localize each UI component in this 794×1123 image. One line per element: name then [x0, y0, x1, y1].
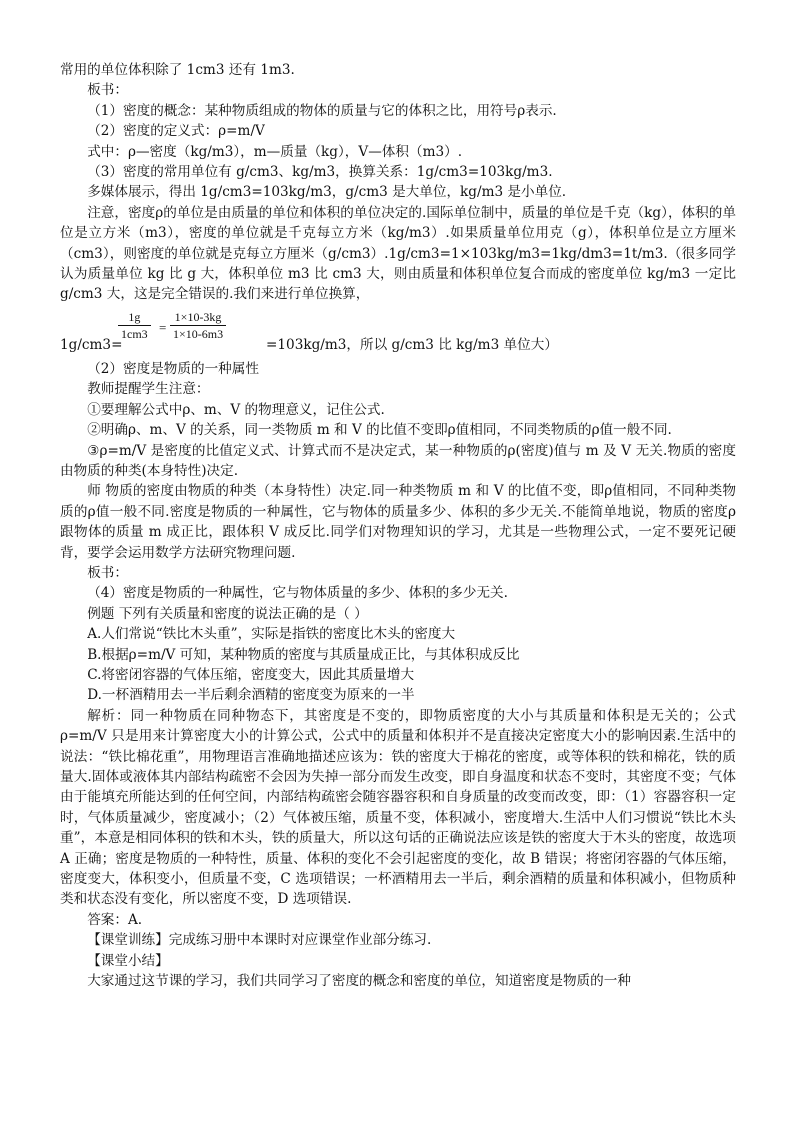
option-c: C.将密闭容器的气体压缩，密度变大，因此其质量增大 — [87, 666, 415, 683]
text-line: 【课堂训练】完成练习册中本课时对应课堂作业部分练习. — [87, 932, 432, 949]
formula-right: =103kg/m3，所以 g/cm3 比 kg/m3 单位大） — [266, 336, 558, 353]
text-line: 多媒体展示，得出 1g/cm3=103kg/m3，g/cm3 是大单位，kg/m3 是小单位. — [87, 184, 567, 201]
section-heading: 【课堂小结】 — [87, 952, 169, 969]
answer-line: 答案：A. — [87, 911, 143, 928]
analysis-paragraph: 解析：同一种物质在同种物态下，其密度是不变的，即物质密度的大小与其质量和体积是无关的；公式ρ=m/V 只是用来计算密度大小的计算公式，公式中的质量和体积并不是直接决定密度大小的影响因素.生活中的说法：“铁比棉花重”，用物理语言准确地描述应该为：铁的密度大于棉花的密度，或等体积的铁和棉花，铁的质量大.固体或液体其内部结构疏密不会因为失掉一部分而发生改变，即自身温度和状态不变时，其密度不变；气体由于能填充所能达到的任何空间，内部结构疏密会随容器容积和自身质量的改变而改变，即：（1）容器容积一定时，气体质量减少，密度减小；（2）气体被压缩，质量不变，体积减小，密度增大.生活中人们习惯说“铁比木头重”，本意是相同体积的铁和木头，铁的质量大，所以这句话的正确说法应该是铁的密度大于木头的密度，故选项 A 正确；密度是物质的一种特性，质量、体积的变化不会引起密度的变化，故 B 错误；将密闭容器的气体压缩，密度变大，体积变小，但质量不变，C 选项错误；一杯酒精用去一半后，剩余酒精的质量和体积减小，但物质种类和状态没有变化，所以密度不变，D 选项错误. — [60, 707, 736, 908]
fraction-1 — [118, 309, 151, 342]
formula-left: 1g/cm3= — [60, 336, 123, 353]
text-line: 板书： — [87, 82, 128, 99]
paragraph: ③ρ=m/V 是密度的比值定义式、计算式而不是决定式，某一种物质的ρ(密度)值与 m 及 V 无关.物质的密度由物质的种类(本身特性)决定. — [60, 442, 736, 479]
text-line: 板书： — [87, 564, 128, 581]
fraction-numerator: 1×10-3kg — [170, 309, 226, 326]
text-line: 教师提醒学生注意： — [87, 381, 210, 398]
option-a: A.人们常说“铁比木头重”，实际是指铁的密度比木头的密度大 — [87, 626, 456, 643]
text-line: ①要理解公式中ρ、m、V 的物理意义，记住公式. — [87, 401, 385, 418]
paragraph: 注意，密度ρ的单位是由质量的单位和体积的单位决定的.国际单位制中，质量的单位是千克（kg），体积的单位是立方米（m3），密度的单位就是千克每立方米（kg/m3）.如果质量单位用克（g），体积单位是立方厘米（cm3），则密度的单位就是克每立方厘米（g/cm3）.1g/cm3=1×103kg/m3=1kg/dm3=1t/m3.（很多同学认为质量单位 kg 比 g 大，体积单位 m3 比 cm3 大，则由质量和体积单位复合而成的密度单位 kg/m3 一定比 g/cm3 大，这是完全错误的.我们来进行单位换算， — [60, 204, 736, 303]
text-line: （2）密度是物质的一种属性 — [87, 360, 259, 377]
equals-sign: = — [159, 319, 167, 335]
fraction-2 — [170, 309, 226, 342]
paragraph: 师 物质的密度由物质的种类（本身特性）决定.同一种类物质 m 和 V 的比值不变，即ρ值相同，不同种类物质的ρ值一般不同.密度是物质的一种属性，它与物体的质量多少、体积的多少无关.不能简单地说，物质的密度ρ跟物体的质量 m 成正比，跟体积 V 成反比.同学们对物理知识的学习，尤其是一些物理公式，一定不要死记硬背，要学会运用数学方法研究物理问题. — [60, 483, 736, 561]
text-line: （3）密度的常用单位有 g/cm3、kg/m3，换算关系：1g/cm3=103kg/m3. — [87, 164, 553, 181]
option-b: B.根据ρ=m/V 可知，某种物质的密度与其质量成正比，与其体积成反比 — [87, 646, 520, 663]
text-line: 大家通过这节课的学习，我们共同学习了密度的概念和密度的单位，知道密度是物质的一种 — [87, 973, 631, 990]
text-line: 式中：ρ—密度（kg/m3），m—质量（kg），V—体积（m3）. — [87, 143, 463, 160]
example-question: 例题 下列有关质量和密度的说法正确的是（ ） — [87, 605, 368, 622]
fraction-denominator: 1cm3 — [121, 326, 148, 341]
paragraph: ②明确ρ、m、V 的关系，同一类物质 m 和 V 的比值不变即ρ值相同，不同类物质的ρ值一般不同. — [87, 422, 672, 439]
document-page — [60, 60, 736, 991]
text-line: （2）密度的定义式：ρ=m/V — [87, 123, 265, 140]
text-line: （4）密度是物质的一种属性，它与物体质量的多少、体积的多少无关. — [87, 585, 508, 602]
unit-conversion-formula — [60, 309, 736, 357]
fraction-denominator: 1×10-6m3 — [173, 326, 224, 341]
text-line: （1）密度的概念：某种物质组成的物体的质量与它的体积之比，用符号ρ表示. — [87, 102, 557, 119]
text-line: 常用的单位体积除了 1cm3 还有 1m3. — [60, 62, 295, 78]
option-d: D.一杯酒精用去一半后剩余酒精的密度变为原来的一半 — [87, 687, 415, 704]
fraction-numerator: 1g — [118, 309, 151, 326]
